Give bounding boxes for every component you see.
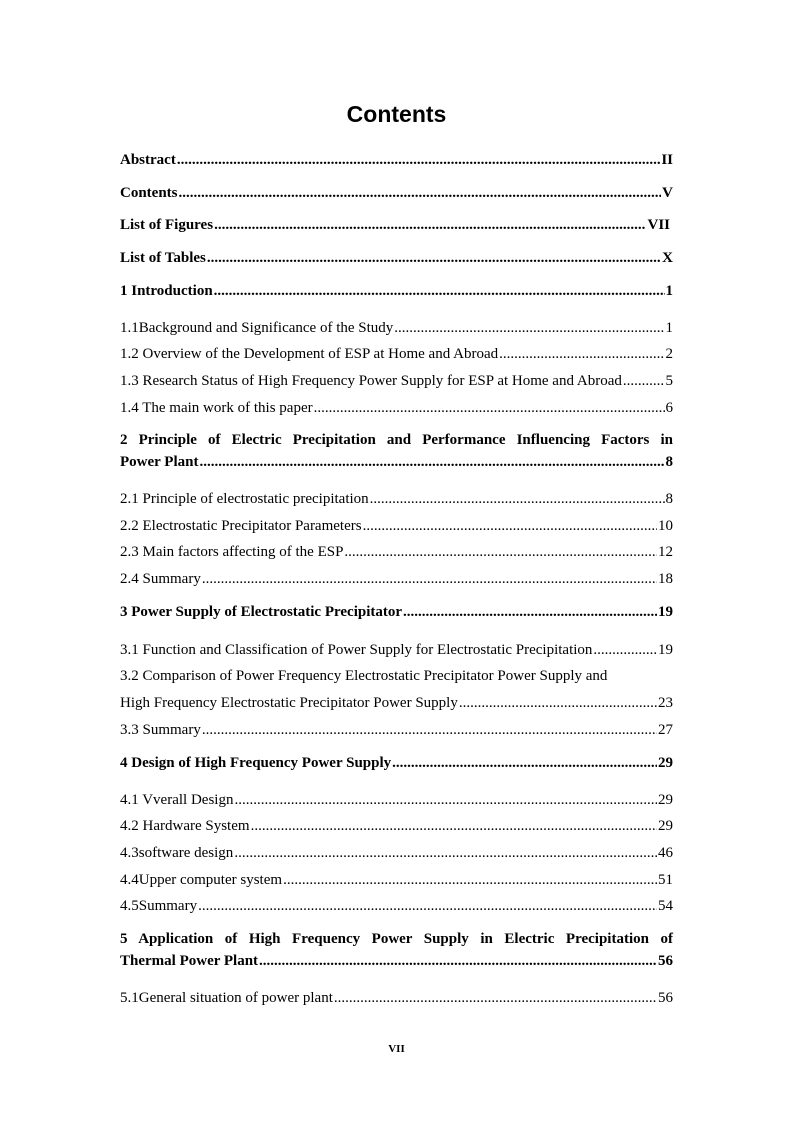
leader-dots: [623, 373, 665, 390]
leader-dots: [283, 872, 657, 889]
toc-entry-5-1[interactable]: [120, 990, 673, 1007]
toc-entry-page: 27: [658, 722, 673, 738]
leader-dots: [179, 185, 662, 202]
leader-dots: [403, 604, 657, 621]
toc-entry-page: 54: [658, 898, 673, 914]
toc-entry-page: 6: [665, 400, 673, 416]
toc-entry-3-1[interactable]: [120, 642, 673, 659]
toc-entry-page: II: [661, 152, 673, 168]
toc-entry-page: 56: [658, 990, 673, 1006]
toc-entry-label: 3.1 Function and Classification of Power Supply for Electrostatic Precipitation: [120, 642, 593, 658]
toc-entry-2-2[interactable]: [120, 518, 673, 535]
toc-entry-page: 18: [658, 571, 673, 587]
toc-entry-2-1[interactable]: [120, 491, 673, 508]
leader-dots: [459, 695, 657, 712]
toc-entry-chapter-1[interactable]: [120, 283, 673, 300]
toc-entry-label: 2.1 Principle of electrostatic precipitation: [120, 491, 369, 507]
toc-entry-label: 1 Introduction: [120, 283, 213, 299]
toc-entry-label: 1.3 Research Status of High Frequency Power Supply for ESP at Home and Abroad: [120, 373, 622, 389]
toc-entry-3-2[interactable]: [120, 695, 673, 712]
toc-entry-3-2-line1[interactable]: 3.2 Comparison of Power Frequency Electrostatic Precipitator Power Supply and: [120, 668, 608, 684]
toc-entry-page: 5: [665, 373, 673, 389]
leader-dots: [593, 642, 657, 659]
page-title: Contents: [346, 101, 447, 127]
toc-entry-label: List of Tables: [120, 250, 206, 266]
toc-entry-page: 12: [658, 544, 673, 560]
toc-entry-label: 2.2 Electrostatic Precipitator Parameters: [120, 518, 362, 534]
leader-dots: [251, 818, 657, 835]
toc-entry-chapter-2[interactable]: [120, 454, 673, 471]
toc-entry-label: High Frequency Electrostatic Precipitator Power Supply: [120, 695, 458, 711]
leader-dots: [344, 544, 657, 561]
leader-dots: [370, 491, 665, 508]
page-number-footer: VII: [388, 1043, 405, 1055]
toc-entry-label: 1.1Background and Significance of the Study: [120, 320, 394, 336]
toc-entry-page: 1: [665, 320, 673, 336]
toc-entry-chapter-2-line1[interactable]: 2 Principle of Electric Precipitation and Performance Influencing Factors in: [120, 432, 673, 448]
toc-entry-page: 29: [658, 792, 673, 808]
toc-entry-page: 46: [658, 845, 673, 861]
toc-entry-chapter-5-line1[interactable]: 5 Application of High Frequency Power Supply in Electric Precipitation of: [120, 931, 673, 947]
toc-entry-1-2[interactable]: [120, 346, 673, 363]
toc-entry-page: 56: [658, 953, 673, 969]
toc-entry-list-of-tables[interactable]: [120, 250, 673, 267]
toc-entry-3-3[interactable]: [120, 722, 673, 739]
leader-dots: [198, 898, 657, 915]
leader-dots: [334, 990, 657, 1007]
toc-entry-4-4[interactable]: [120, 872, 673, 889]
leader-dots: [177, 152, 660, 169]
toc-entry-page: 19: [658, 642, 673, 658]
leader-dots: [199, 454, 664, 471]
toc-entry-page: 8: [665, 491, 673, 507]
leader-dots: [234, 845, 657, 862]
toc-entry-chapter-5[interactable]: [120, 953, 673, 970]
toc-entry-1-4[interactable]: [120, 400, 673, 417]
toc-entry-4-2[interactable]: [120, 818, 673, 835]
toc-entry-4-3[interactable]: [120, 845, 673, 862]
toc-entry-abstract[interactable]: [120, 152, 673, 169]
toc-entry-page: VII: [647, 217, 670, 233]
toc-entry-page: 1: [665, 283, 673, 299]
toc-entry-label: Thermal Power Plant: [120, 953, 259, 969]
leader-dots: [207, 250, 661, 267]
toc-entry-page: 8: [665, 454, 673, 470]
leader-dots: [394, 320, 664, 337]
toc-entry-page: 19: [658, 604, 673, 620]
toc-entry-label: 4.3software design: [120, 845, 234, 861]
leader-dots: [392, 755, 657, 772]
toc-entry-label: 4 Design of High Frequency Power Supply: [120, 755, 392, 771]
leader-dots: [202, 571, 657, 588]
leader-dots: [259, 953, 657, 970]
toc-entry-4-1[interactable]: [120, 792, 673, 809]
leader-dots: [234, 792, 657, 809]
toc-entry-page: 51: [658, 872, 673, 888]
leader-dots: [363, 518, 657, 535]
toc-entry-page: X: [662, 250, 673, 266]
toc-entry-list-of-figures[interactable]: [120, 217, 670, 234]
toc-entry-label: 3.3 Summary: [120, 722, 201, 738]
toc-entry-label: 1.2 Overview of the Development of ESP at Home and Abroad: [120, 346, 499, 362]
toc-entry-label: 4.4Upper computer system: [120, 872, 283, 888]
toc-entry-label: Abstract: [120, 152, 176, 168]
toc-entry-label: 4.1 Vverall Design: [120, 792, 234, 808]
toc-entry-label: 2.3 Main factors affecting of the ESP: [120, 544, 344, 560]
toc-entry-label: 5.1General situation of power plant: [120, 990, 333, 1006]
toc-entry-label: 4.2 Hardware System: [120, 818, 250, 834]
leader-dots: [499, 346, 664, 363]
toc-entry-label: 2.4 Summary: [120, 571, 201, 587]
toc-entry-4-5[interactable]: [120, 898, 673, 915]
toc-entry-page: 10: [658, 518, 673, 534]
leader-dots: [202, 722, 657, 739]
toc-entry-page: 29: [658, 818, 673, 834]
toc-entry-1-1[interactable]: [120, 320, 673, 337]
toc-entry-chapter-3[interactable]: [120, 604, 673, 621]
toc-entry-label: 1.4 The main work of this paper: [120, 400, 313, 416]
toc-entry-label: List of Figures: [120, 217, 214, 233]
toc-entry-page: 2: [665, 346, 673, 362]
toc-entry-label: 3 Power Supply of Electrostatic Precipitator: [120, 604, 403, 620]
toc-entry-page: 29: [658, 755, 673, 771]
toc-entry-chapter-4[interactable]: [120, 755, 673, 772]
toc-entry-page: 23: [658, 695, 673, 711]
toc-entry-label: Contents: [120, 185, 178, 201]
toc-entry-label: Power Plant: [120, 454, 199, 470]
leader-dots: [214, 217, 646, 234]
leader-dots: [314, 400, 665, 417]
toc-entry-label: 4.5Summary: [120, 898, 198, 914]
leader-dots: [214, 283, 665, 300]
toc-entry-contents[interactable]: [120, 185, 673, 202]
toc-entry-1-3[interactable]: [120, 373, 673, 390]
toc-entry-2-4[interactable]: [120, 571, 673, 588]
toc-entry-2-3[interactable]: [120, 544, 673, 561]
toc-entry-page: V: [662, 185, 673, 201]
